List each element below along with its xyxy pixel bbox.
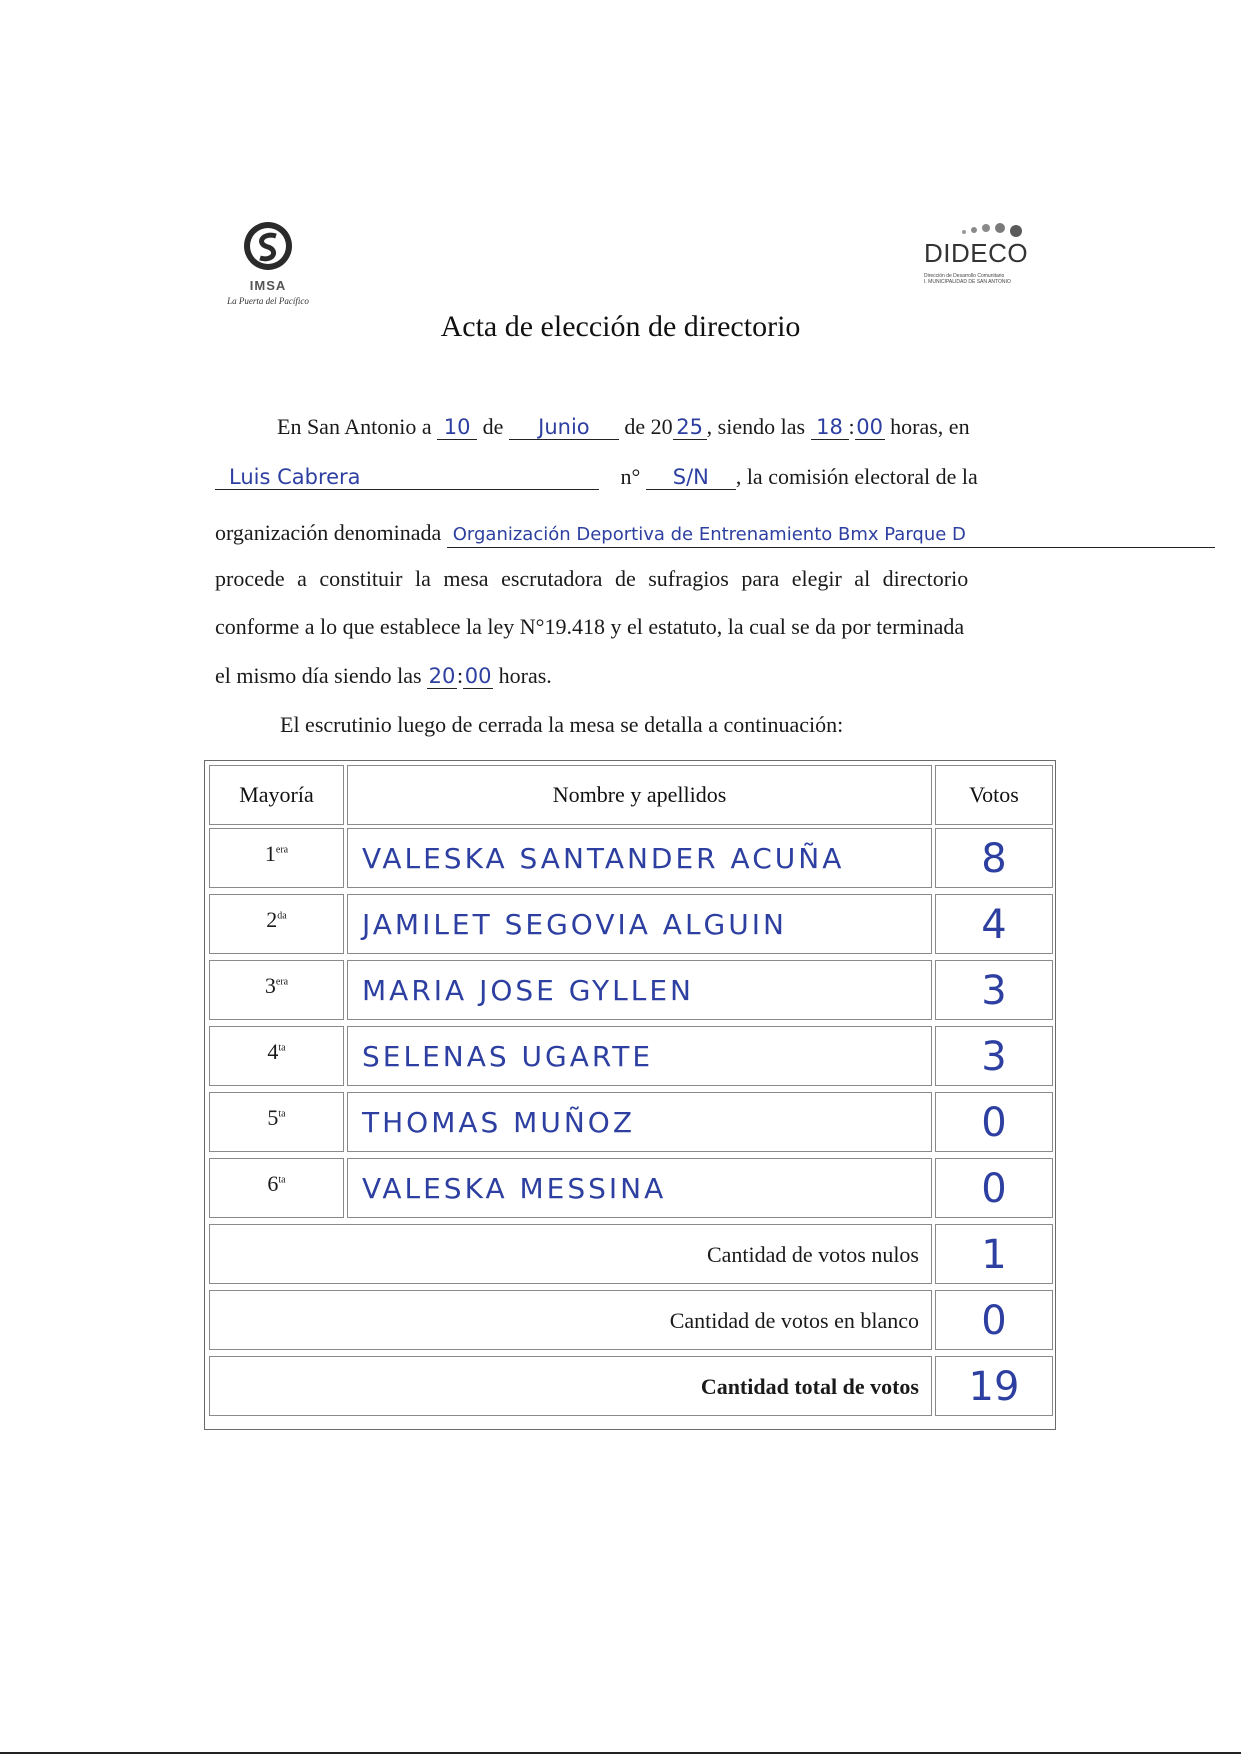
imsa-logo xyxy=(218,212,318,312)
rank-number: 2 xyxy=(266,907,278,932)
header-nombre: Nombre y apellidos xyxy=(347,765,932,825)
organization-field: Organización Deportiva de Entrenamiento Bmx Parque D xyxy=(447,523,1215,548)
rank-cell xyxy=(209,1158,344,1218)
paragraph-line-6 xyxy=(215,663,552,689)
rank-cell xyxy=(209,828,344,888)
rank-suffix: da xyxy=(277,910,287,922)
rank-suffix: ta xyxy=(278,1042,286,1054)
text-segment: n° xyxy=(620,464,641,489)
candidate-votes: 3 xyxy=(935,1026,1053,1086)
municipal-seal-icon xyxy=(242,220,294,272)
candidate-name: THOMAS MUÑOZ xyxy=(347,1092,932,1152)
rank-number: 3 xyxy=(264,973,276,998)
dideco-subtitle xyxy=(924,273,1042,285)
rank-suffix: era xyxy=(275,976,289,988)
text-segment: de xyxy=(482,414,504,439)
dideco-subtitle-line1: Dirección de Desarrollo Comunitario xyxy=(924,273,1005,279)
text-segment: el mismo día siendo las xyxy=(215,663,422,688)
rank-cell xyxy=(209,1026,344,1086)
paragraph-line-7: El escrutinio luego de cerrada la mesa se detalla a continuación: xyxy=(280,712,844,737)
text-segment: organización denominada xyxy=(215,520,442,545)
year-field: 25 xyxy=(673,415,707,440)
summary-value: 19 xyxy=(935,1356,1053,1416)
imsa-motto: La Puerta del Pacífico xyxy=(227,296,309,306)
dideco-subtitle-line2: I. MUNICIPALIDAD DE SAN ANTONIO xyxy=(924,279,1011,285)
bottom-scan-edge xyxy=(0,1752,1241,1754)
text-segment: En San Antonio a xyxy=(277,414,432,439)
candidate-name: VALESKA MESSINA xyxy=(347,1158,932,1218)
text-segment: : xyxy=(457,663,464,688)
candidate-votes: 0 xyxy=(935,1092,1053,1152)
text-segment: horas, en xyxy=(890,414,970,439)
place-field: Luis Cabrera xyxy=(215,465,599,490)
rank-cell xyxy=(209,1092,344,1152)
text-segment: , siendo las xyxy=(706,414,806,439)
summary-label: Cantidad de votos en blanco xyxy=(209,1290,932,1350)
rank-number: 6 xyxy=(267,1171,279,1196)
header-votos: Votos xyxy=(935,765,1053,825)
end-minutes-field: 00 xyxy=(464,664,492,688)
imsa-brand-text: IMSA xyxy=(249,278,287,293)
minutes-field: 00 xyxy=(856,415,884,439)
hour-field: 18 xyxy=(811,415,849,440)
candidate-name: MARIA JOSE GYLLEN xyxy=(347,960,932,1020)
summary-value: 0 xyxy=(935,1290,1053,1350)
summary-value: 1 xyxy=(935,1224,1053,1284)
text-segment: de 20 xyxy=(624,414,673,439)
text-segment: : xyxy=(848,414,855,439)
paragraph-line-4: procede a constituir la mesa escrutadora de sufragios para elegir al directorio xyxy=(215,566,969,591)
summary-label: Cantidad de votos nulos xyxy=(209,1224,932,1284)
candidate-name: SELENAS UGARTE xyxy=(347,1026,932,1086)
rank-cell xyxy=(209,894,344,954)
paragraph-line-1 xyxy=(277,414,970,440)
end-hour-field: 20 xyxy=(428,664,456,688)
dideco-brand-text: DIDECO xyxy=(924,238,1029,268)
rank-suffix: era xyxy=(275,844,289,856)
dideco-logo xyxy=(918,216,1042,296)
candidate-votes: 4 xyxy=(935,894,1053,954)
candidate-votes: 8 xyxy=(935,828,1053,888)
month-field: Junio xyxy=(509,415,619,440)
header-mayoria: Mayoría xyxy=(209,765,344,825)
paragraph-line-3 xyxy=(215,520,1215,548)
results-table xyxy=(204,760,1056,1430)
text-segment: , la comisión electoral de la xyxy=(735,464,978,489)
candidate-votes: 3 xyxy=(935,960,1053,1020)
page-title: Acta de elección de directorio xyxy=(440,310,801,343)
paragraph-line-2 xyxy=(215,464,978,490)
day-field: 10 xyxy=(437,415,477,440)
rank-number: 5 xyxy=(267,1105,279,1130)
number-field: S/N xyxy=(646,465,736,490)
candidate-votes: 0 xyxy=(935,1158,1053,1218)
dideco-dots-icon xyxy=(948,216,1038,240)
candidate-name: VALESKA SANTANDER ACUÑA xyxy=(347,828,932,888)
rank-suffix: ta xyxy=(278,1108,286,1120)
paragraph-line-5: conforme a lo que establece la ley N°19.418 y el estatuto, la cual se da por terminada xyxy=(215,614,965,639)
text-segment: horas. xyxy=(498,663,552,688)
rank-cell xyxy=(209,960,344,1020)
rank-suffix: ta xyxy=(278,1174,286,1186)
rank-number: 4 xyxy=(267,1039,279,1064)
candidate-name: JAMILET SEGOVIA ALGUIN xyxy=(347,894,932,954)
rank-number: 1 xyxy=(264,841,276,866)
summary-label: Cantidad total de votos xyxy=(209,1356,932,1416)
